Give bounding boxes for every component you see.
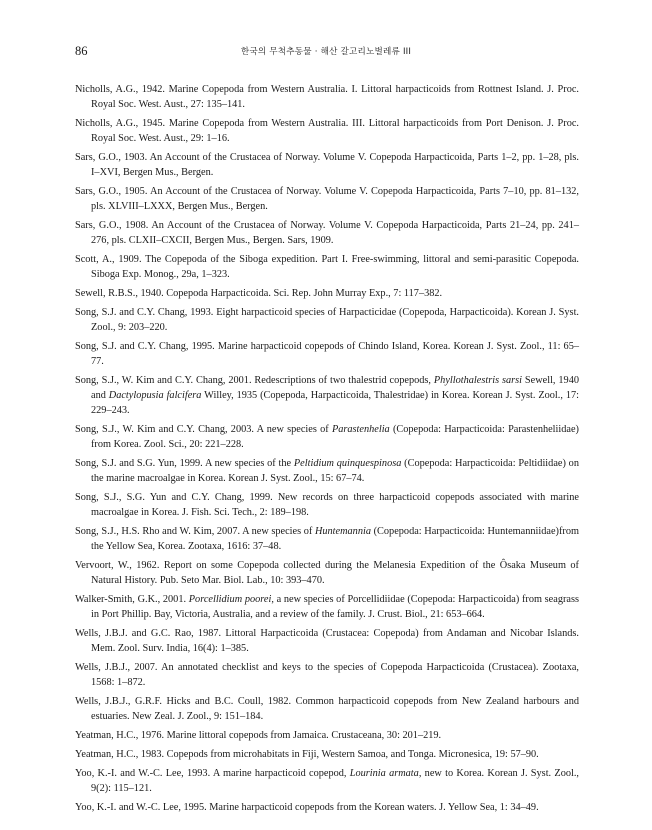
page-number: 86 [75,44,88,58]
species-name: Phyllothalestris sarsi [433,375,523,386]
reference-text: Wells, J.B.J., 2007. An annotated checklist and keys to the species of Copepoda Harpacticoida (Crustacea). Zootaxa, 1568: 1–872. [75,662,579,688]
reference-text: Sewell, R.B.S., 1940. Copepoda Harpacticoida. Sci. Rep. John Murray Exp., 7: 117–382. [75,288,443,299]
reference-text: (Copepoda: Harpacticoida: Parastenheliidae) from Korea. Zool. Sci., 20: 221–228. [91,424,579,450]
reference-entry [75,218,579,248]
reference-text: Song, S.J., W. Kim and C.Y. Chang, 2001. Redescriptions of two thalestrid copepods, [75,375,434,386]
reference-text: Yeatman, H.C., 1983. Copepods from microhabitats in Fiji, Western Samoa, and Tonga. Micronesica, 19: 57–90. [75,749,539,760]
reference-entry [75,490,579,520]
reference-text: , new to Korea. Korean J. Syst. Zool., 9(2): 115–121. [91,768,579,794]
reference-text: Walker-Smith, G.K., 2001. [75,594,189,605]
reference-text: Wells, J.B.J. and G.C. Rao, 1987. Littoral Harpacticoida (Crustacea: Copepoda) from Andaman and Nicobar Islands. Mem. Zool. Surv. India, 16(4): 1–385. [75,628,579,654]
reference-text: Willey, 1935 (Copepoda, Harpacticoida, Thalestridae) in Korea. Korean J. Syst. Zool., 17: 229–243. [91,390,579,416]
reference-text: Sewell, 1940 and [91,375,579,401]
species-name: Parastenhelia [331,424,390,435]
reference-text: Song, S.J., W. Kim and C.Y. Chang, 2003. A new species of [75,424,332,435]
species-name: Porcellidium poorei [188,594,272,605]
reference-text: Song, S.J. and S.G. Yun, 1999. A new species of the [75,458,294,469]
reference-text: (Copepoda: Harpacticoida: Huntemanniidae)from the Yellow Sea, Korea. Zootaxa, 1616: 37–48. [91,526,579,552]
reference-text: Song, S.J. and C.Y. Chang, 1995. Marine harpacticoid copepods of Chindo Island, Korea. Korean J. Syst. Zool., 11: 65–77. [75,341,579,367]
reference-entry [75,422,579,452]
reference-entry [75,626,579,656]
reference-entry [75,800,579,815]
reference-text: Nicholls, A.G., 1945. Marine Copepoda from Western Australia. III. Littoral harpacticoids from Port Denison. J. Proc. Royal Soc. West. Aust., 29: 1–16. [75,118,579,144]
reference-entry [75,524,579,554]
species-name: Huntemannia [314,526,371,537]
reference-text: Song, S.J., S.G. Yun and C.Y. Chang, 1999. New records on three harpacticoid copepods associated with marine macroalgae in Korea. J. Fish. Sci. Tech., 2: 189–198. [75,492,579,518]
reference-text: Song, S.J. and C.Y. Chang, 1993. Eight harpacticoid species of Harpacticidae (Copepoda, Harpacticoida). Korean J. Syst. Zool., 9: 203–220. [75,307,579,333]
reference-text: Yoo, K.-I. and W.-C. Lee, 1993. A marine harpacticoid copepod, [75,768,350,779]
reference-entry [75,82,579,112]
reference-entry [75,150,579,180]
reference-entry [75,116,579,146]
reference-text: Yeatman, H.C., 1976. Marine littoral copepods from Jamaica. Crustaceana, 30: 201–219. [75,730,442,741]
reference-text: , a new species of Porcellidiidae (Copepoda: Harpacticoida) from seagrass in Port Phillip. Bay, Victoria, Australia, and a review of the family. J. Crust. Biol., 21: 653–664. [91,594,579,620]
reference-text: Sars, G.O., 1903. An Account of the Crustacea of Norway. Volume V. Copepoda Harpacticoida, Parts 1–2, pp. 1–28, pls. I–XVI, Bergen Mus., Bergen. [75,152,579,178]
reference-text: Sars, G.O., 1908. An Account of the Crustacea of Norway. Volume V. Copepoda Harpacticoida, Parts 21–24, pp. 241–276, pls. CLXII–CXCII, Bergen Mus., Bergen. Sars, 1909. [75,220,579,246]
reference-text: (Copepoda: Harpacticoida: Peltidiidae) on the marine macroalgae in Korea. Korean J. Syst. Zool., 15: 67–74. [91,458,579,484]
reference-list [75,82,579,819]
reference-text: Nicholls, A.G., 1942. Marine Copepoda from Western Australia. I. Littoral harpacticoids from Rottnest Island. J. Proc. Royal Soc. West. Aust., 27: 135–141. [75,84,579,110]
reference-entry [75,766,579,796]
reference-entry [75,286,579,301]
running-head: 한국의 무척추동물 · 해산 갈고리노벌레류 III [240,47,412,57]
species-name: Peltidium quinquespinosa [293,458,402,469]
reference-text: Sars, G.O., 1905. An Account of the Crustacea of Norway. Volume V. Copepoda Harpacticoida, Parts 7–10, pp. 81–132, pls. XLVIII–LXXX, Bergen Mus., Bergen. [75,186,579,212]
reference-entry [75,558,579,588]
reference-text: Vervoort, W., 1962. Report on some Copepoda collected during the Melanesia Expedition of the Ôsaka Museum of Natural History. Pub. Seto Mar. Biol. Lab., 10: 393–470. [75,560,579,586]
reference-entry [75,305,579,335]
species-name: Lourinia armata [349,768,419,779]
reference-entry [75,694,579,724]
reference-entry [75,373,579,418]
reference-text: Wells, J.B.J., G.R.F. Hicks and B.C. Coull, 1982. Common harpacticoid copepods from New Zealand harbours and estuaries. New Zeal. J. Zool., 9: 151–184. [75,696,579,722]
reference-text: Scott, A., 1909. The Copepoda of the Siboga expedition. Part I. Free-swimming, littoral and semi-parasitic Copepoda. Siboga Exp. Monog., 29a, 1–323. [75,254,579,280]
reference-entry [75,592,579,622]
species-name: Dactylopusia falcifera [108,390,202,401]
reference-entry [75,660,579,690]
reference-entry [75,728,579,743]
reference-entry [75,184,579,214]
reference-text: Yoo, K.-I. and W.-C. Lee, 1995. Marine harpacticoid copepods from the Korean waters. J. Yellow Sea, 1: 34–49. [75,802,539,813]
reference-entry [75,747,579,762]
reference-entry [75,456,579,486]
reference-entry [75,252,579,282]
reference-text: Song, S.J., H.S. Rho and W. Kim, 2007. A new species of [75,526,315,537]
reference-entry [75,339,579,369]
